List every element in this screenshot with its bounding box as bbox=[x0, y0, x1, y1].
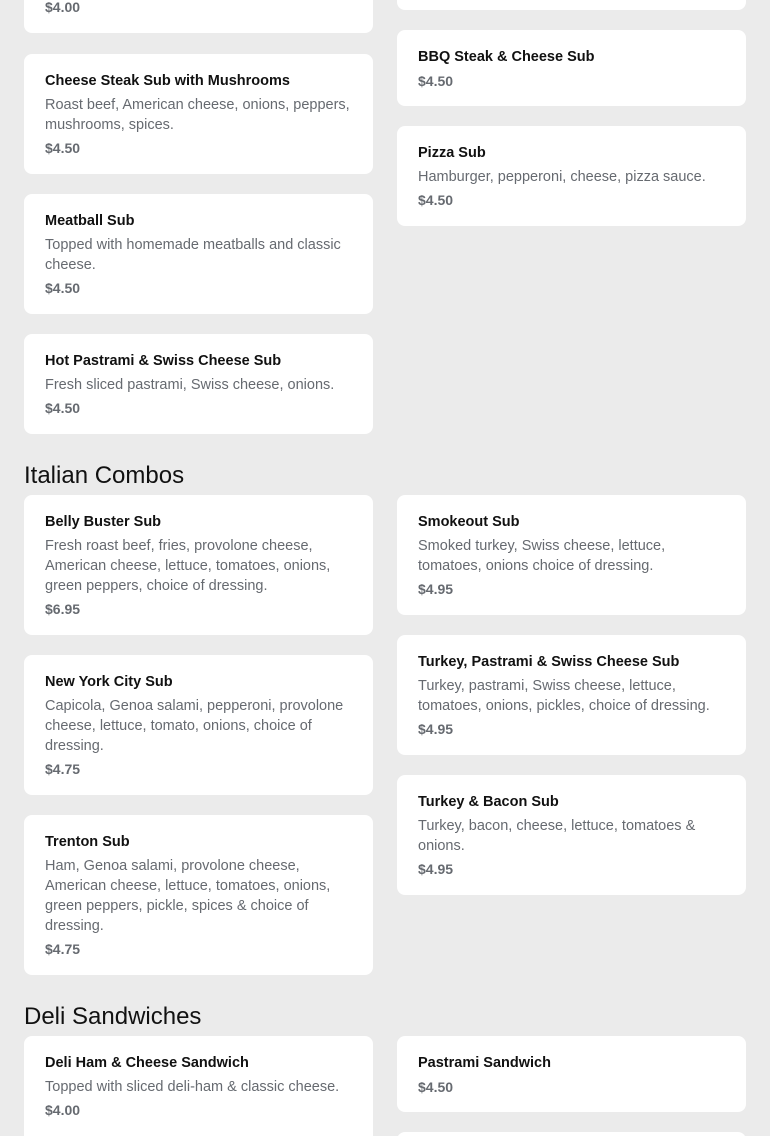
menu-item-name: Cheese Steak Sub with Mushrooms bbox=[45, 73, 290, 89]
menu-item-name: Pastrami Sandwich bbox=[418, 1055, 551, 1071]
menu-item-card[interactable] bbox=[24, 495, 373, 635]
menu-item-price: $4.00 bbox=[45, 1102, 81, 1118]
menu-item-name: Pizza Sub bbox=[418, 145, 486, 161]
menu-item-price: $4.00 bbox=[45, 0, 81, 15]
menu-item-description: Turkey, bacon, cheese, lettuce, tomatoes & onions. bbox=[418, 818, 696, 854]
menu-item-card[interactable] bbox=[397, 775, 746, 895]
menu-item-price: $4.50 bbox=[418, 1079, 454, 1095]
menu-item-name: Turkey, Pastrami & Swiss Cheese Sub bbox=[418, 654, 680, 670]
menu-item-card[interactable] bbox=[397, 495, 746, 615]
menu-item-description: Ham, Genoa salami, provolone cheese, American cheese, lettuce, tomatoes, onions, green peppers, pickle, spices & choice of dressing. bbox=[45, 858, 331, 934]
menu-item-description: Topped with homemade meatballs and classic cheese. bbox=[45, 237, 341, 273]
menu-item-card[interactable] bbox=[24, 0, 373, 33]
menu-item-price: $4.95 bbox=[418, 581, 454, 597]
menu-item-description: Topped with sliced deli-ham & classic cheese. bbox=[45, 1079, 340, 1095]
menu-item-card[interactable] bbox=[397, 1132, 746, 1136]
menu-item-name: Smokeout Sub bbox=[418, 514, 520, 530]
menu-item-price: $4.50 bbox=[45, 400, 81, 416]
menu-item-price: $6.95 bbox=[45, 601, 81, 617]
menu-item-description: Hamburger, pepperoni, cheese, pizza sauce. bbox=[418, 169, 706, 185]
menu-item-name: Deli Ham & Cheese Sandwich bbox=[45, 1055, 249, 1071]
menu-item-card[interactable] bbox=[397, 635, 746, 755]
menu-item-name: Hot Pastrami & Swiss Cheese Sub bbox=[45, 353, 282, 369]
menu-item-card[interactable] bbox=[24, 334, 373, 434]
menu-item-price: $4.95 bbox=[418, 861, 454, 877]
menu-item-price: $4.50 bbox=[418, 73, 454, 89]
menu-item-card[interactable] bbox=[24, 54, 373, 174]
section-title-deli-sandwiches: Deli Sandwiches bbox=[24, 1003, 202, 1030]
menu-item-name: New York City Sub bbox=[45, 674, 173, 690]
menu-item-name: Trenton Sub bbox=[45, 834, 130, 850]
menu-item-card[interactable] bbox=[397, 0, 746, 10]
menu-item-card[interactable] bbox=[24, 194, 373, 314]
menu-item-price: $4.95 bbox=[418, 721, 454, 737]
section-title-italian-combos: Italian Combos bbox=[24, 462, 185, 489]
menu-item-price: $4.50 bbox=[45, 140, 81, 156]
menu-item-description: Fresh sliced pastrami, Swiss cheese, onions. bbox=[45, 377, 335, 393]
menu-item-description: Smoked turkey, Swiss cheese, lettuce, tomatoes, onions choice of dressing. bbox=[418, 538, 666, 574]
menu-item-description: Turkey, pastrami, Swiss cheese, lettuce, tomatoes, onions, pickles, choice of dressing. bbox=[418, 678, 710, 714]
menu-item-price: $4.50 bbox=[45, 280, 81, 296]
menu-item-price: $4.75 bbox=[45, 761, 81, 777]
menu-item-card[interactable] bbox=[24, 815, 373, 975]
menu-item-card[interactable] bbox=[24, 1036, 373, 1136]
menu-item-name: BBQ Steak & Cheese Sub bbox=[418, 49, 595, 65]
menu-item-description: Fresh roast beef, fries, provolone cheese, American cheese, lettuce, tomatoes, onions, green peppers, choice of dressing. bbox=[45, 538, 331, 594]
menu-item-description: Roast beef, American cheese, onions, peppers, mushrooms, spices. bbox=[45, 97, 350, 133]
menu-item-name: Meatball Sub bbox=[45, 213, 135, 229]
menu-item-card[interactable] bbox=[397, 126, 746, 226]
menu-item-description: Capicola, Genoa salami, pepperoni, provolone cheese, lettuce, tomato, onions, choice of dressing. bbox=[45, 698, 344, 754]
menu-item-card[interactable] bbox=[397, 1036, 746, 1112]
menu-item-card[interactable] bbox=[397, 30, 746, 106]
menu-item-price: $4.50 bbox=[418, 192, 454, 208]
menu-item-card[interactable] bbox=[24, 655, 373, 795]
menu-item-price: $4.75 bbox=[45, 941, 81, 957]
menu-item-name: Turkey & Bacon Sub bbox=[418, 794, 559, 810]
menu-item-name: Belly Buster Sub bbox=[45, 514, 162, 530]
